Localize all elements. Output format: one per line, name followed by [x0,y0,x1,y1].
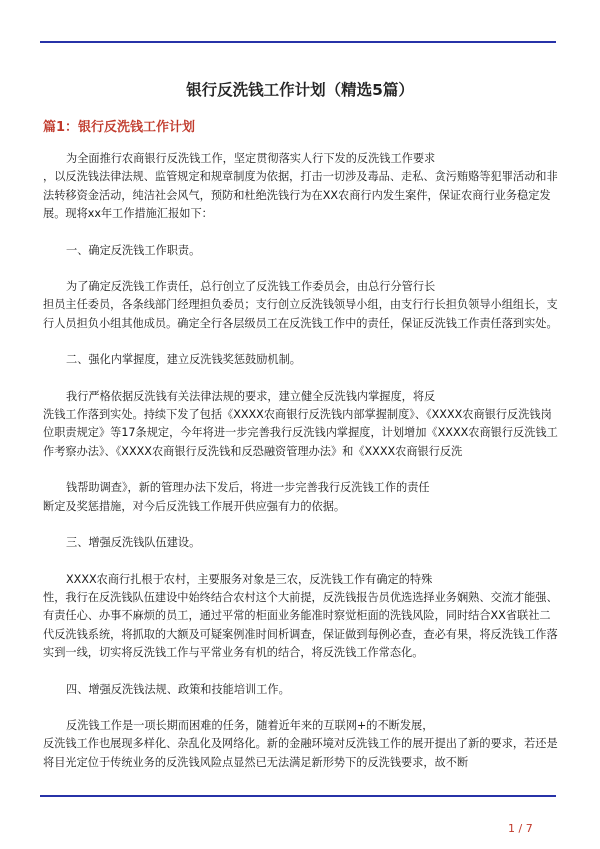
paragraph-2a: 我行严格依据反洗钱有关法律法规的要求，建立健全反洗钱内掌握度，将反 洗钱工作落到实处。持续下发了包括《XXXX农商银行反洗钱内部掌握制度》、《XXXX农商银行反洗钱岗位职责规定》等17条规定，今年将进一步完善我行反洗钱内掌握度，计划增加《XXXX农商银行反洗钱工作考察办法》、《XXXX农商银行反洗钱和反恐融资管理办法》和《XXXX农商银行反洗 [43,389,558,458]
paragraph-intro: 为全面推行农商银行反洗钱工作，坚定贯彻落实人行下发的反洗钱工作要求 ，以反洗钱法律法规、监管规定和规章制度为依据，打击一切涉及毒品、走私、贪污贿赂等犯罪活动和非法转移资金活动，纯洁社会风气，预防和杜绝洗钱行为在XX农商行内发生案件，保证农商行业务稳定发展。现将xx年工作措施汇报如下： [43,152,558,221]
section-heading: 篇1：银行反洗钱工作计划 [43,120,196,135]
paragraph-2b: 钱帮助调查》，新的管理办法下发后，将进一步完善我行反洗钱工作的责任 断定及奖惩措施，对今后反洗钱工作展开供应强有力的依据。 [43,481,430,513]
subheading-4: 四、增强反洗钱法规、政策和技能培训工作。 [66,682,290,696]
subheading-3: 三、增强反洗钱队伍建设。 [66,536,201,550]
bottom-rule [40,795,556,797]
subheading-1: 一、确定反洗钱工作职责。 [66,243,201,257]
paragraph-4: 反洗钱工作是一项长期而困难的任务，随着近年来的互联网+的不断发展， 反洗钱工作也展现多样化、杂乱化及网络化。新的金融环境对反洗钱工作的展开提出了新的要求，若还是将目光定位于传统业务的反洗钱风险点显然已无法满足新形势下的反洗钱要求，故不断 [43,718,558,769]
document-body [43,150,558,790]
top-rule [40,41,556,43]
document-title: 银行反洗钱工作计划（精选5篇） [186,81,414,99]
subheading-2: 二、强化内掌握度，建立反洗钱奖惩鼓励机制。 [66,353,301,367]
page-number: 1 / 7 [508,822,533,835]
paragraph-1: 为了确定反洗钱工作责任，总行创立了反洗钱工作委员会，由总行分管行长 担员主任委员，各条线部门经理担负委员；支行创立反洗钱领导小组，由支行行长担负领导小组组长，支行人员担负小组其他成员。确定全行各层级员工在反洗钱工作中的责任，保证反洗钱工作责任落到实处。 [43,280,558,330]
paragraph-3: XXXX农商行扎根于农村，主要服务对象是三农，反洗钱工作有确定的特殊 性，我行在反洗钱队伍建设中始终结合农村这个大前提，反洗钱报告员优选选择业务娴熟、交流才能强、有责任心、办事不麻烦的员工，通过平常的柜面业务能准时察觉柜面的洗钱风险，同时结合XX省联社二代反洗钱系统，将抓取的大额及可疑案例准时间析调查，保证做到每例必查，查必有果，将反洗钱工作落实到一线，切实将反洗钱工作与平常业务有机的结合，将反洗钱工作常态化。 [43,572,558,660]
